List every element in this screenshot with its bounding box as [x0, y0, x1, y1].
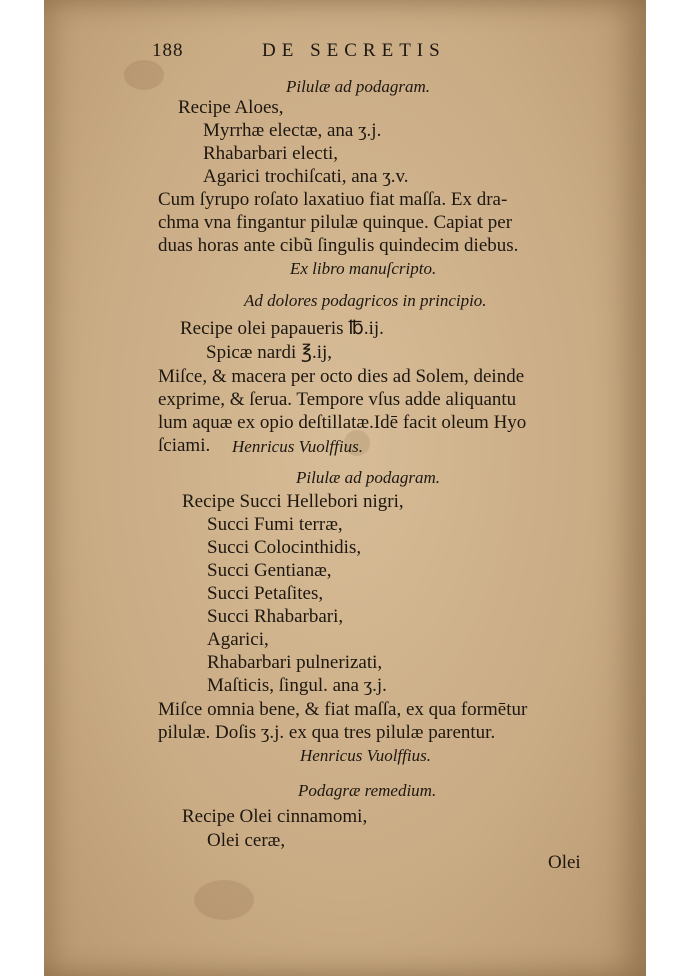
recipe-line: Maſticis, ſingul. ana ʒ.j.: [207, 675, 387, 696]
recipe-heading: Pilulæ ad podagram.: [296, 468, 441, 487]
recipe-heading: Ad dolores podagricos in principio.: [244, 291, 487, 310]
body-text-line: lum aquæ ex opio deſtillatæ.Idē facit oleum Hyo: [158, 412, 527, 433]
recipe-line: Spicæ nardi ℥.ij,: [206, 342, 333, 363]
body-text-line: ſciami.: [158, 435, 211, 456]
recipe-line: Succi Fumi terræ,: [207, 514, 343, 535]
source-attribution: Henricus Vuolffius.: [232, 437, 363, 456]
recipe-line: Succi Petaſites,: [207, 583, 324, 604]
recipe-line: Succi Gentianæ,: [207, 560, 332, 581]
recipe-line: Agarici trochiſcati, ana ʒ.v.: [203, 166, 409, 187]
recipe-line: Recipe Succi Hellebori nigri,: [182, 491, 404, 512]
page-number: 188: [152, 40, 184, 61]
recipe-line: Rhabarbari electi,: [203, 143, 339, 164]
recipe-line: Succi Colocinthidis,: [207, 537, 362, 558]
body-text-line: Miſce omnia bene, & fiat maſſa, ex qua formētur: [158, 699, 528, 720]
recipe-line: Recipe Aloes,: [178, 97, 284, 118]
running-title: DE SECRETIS: [262, 40, 446, 61]
body-text-line: pilulæ. Doſis ʒ.j. ex qua tres pilulæ parentur.: [158, 722, 496, 743]
recipe-line: Agarici,: [207, 629, 269, 650]
body-text-line: Miſce, & macera per octo dies ad Solem, deinde: [158, 366, 525, 387]
catchword: Olei: [548, 852, 581, 873]
foxing-spot: [124, 60, 164, 90]
recipe-heading: Podagræ remedium.: [298, 781, 437, 800]
source-attribution: Ex libro manuſcripto.: [290, 259, 437, 278]
source-attribution: Henricus Vuolffius.: [300, 746, 431, 765]
foxing-spot: [194, 880, 254, 920]
body-text-line: duas horas ante cibũ ſingulis quindecim diebus.: [158, 235, 519, 256]
recipe-line: Recipe Olei cinnamomi,: [182, 806, 368, 827]
recipe-line: Rhabarbari pulnerizati,: [207, 652, 383, 673]
recipe-line: Olei ceræ,: [207, 830, 286, 851]
body-text-line: exprime, & ſerua. Tempore vſus adde aliquantu: [158, 389, 517, 410]
body-text-line: Cum ſyrupo roſato laxatiuo fiat maſſa. Ex dra-: [158, 189, 508, 210]
recipe-heading: Pilulæ ad podagram.: [286, 77, 431, 96]
recipe-line: Recipe olei papaueris ℔.ij.: [180, 318, 384, 339]
body-text-line: chma vna fingantur pilulæ quinque. Capiat per: [158, 212, 513, 233]
recipe-line: Succi Rhabarbari,: [207, 606, 344, 627]
recipe-line: Myrrhæ electæ, ana ʒ.j.: [203, 120, 382, 141]
